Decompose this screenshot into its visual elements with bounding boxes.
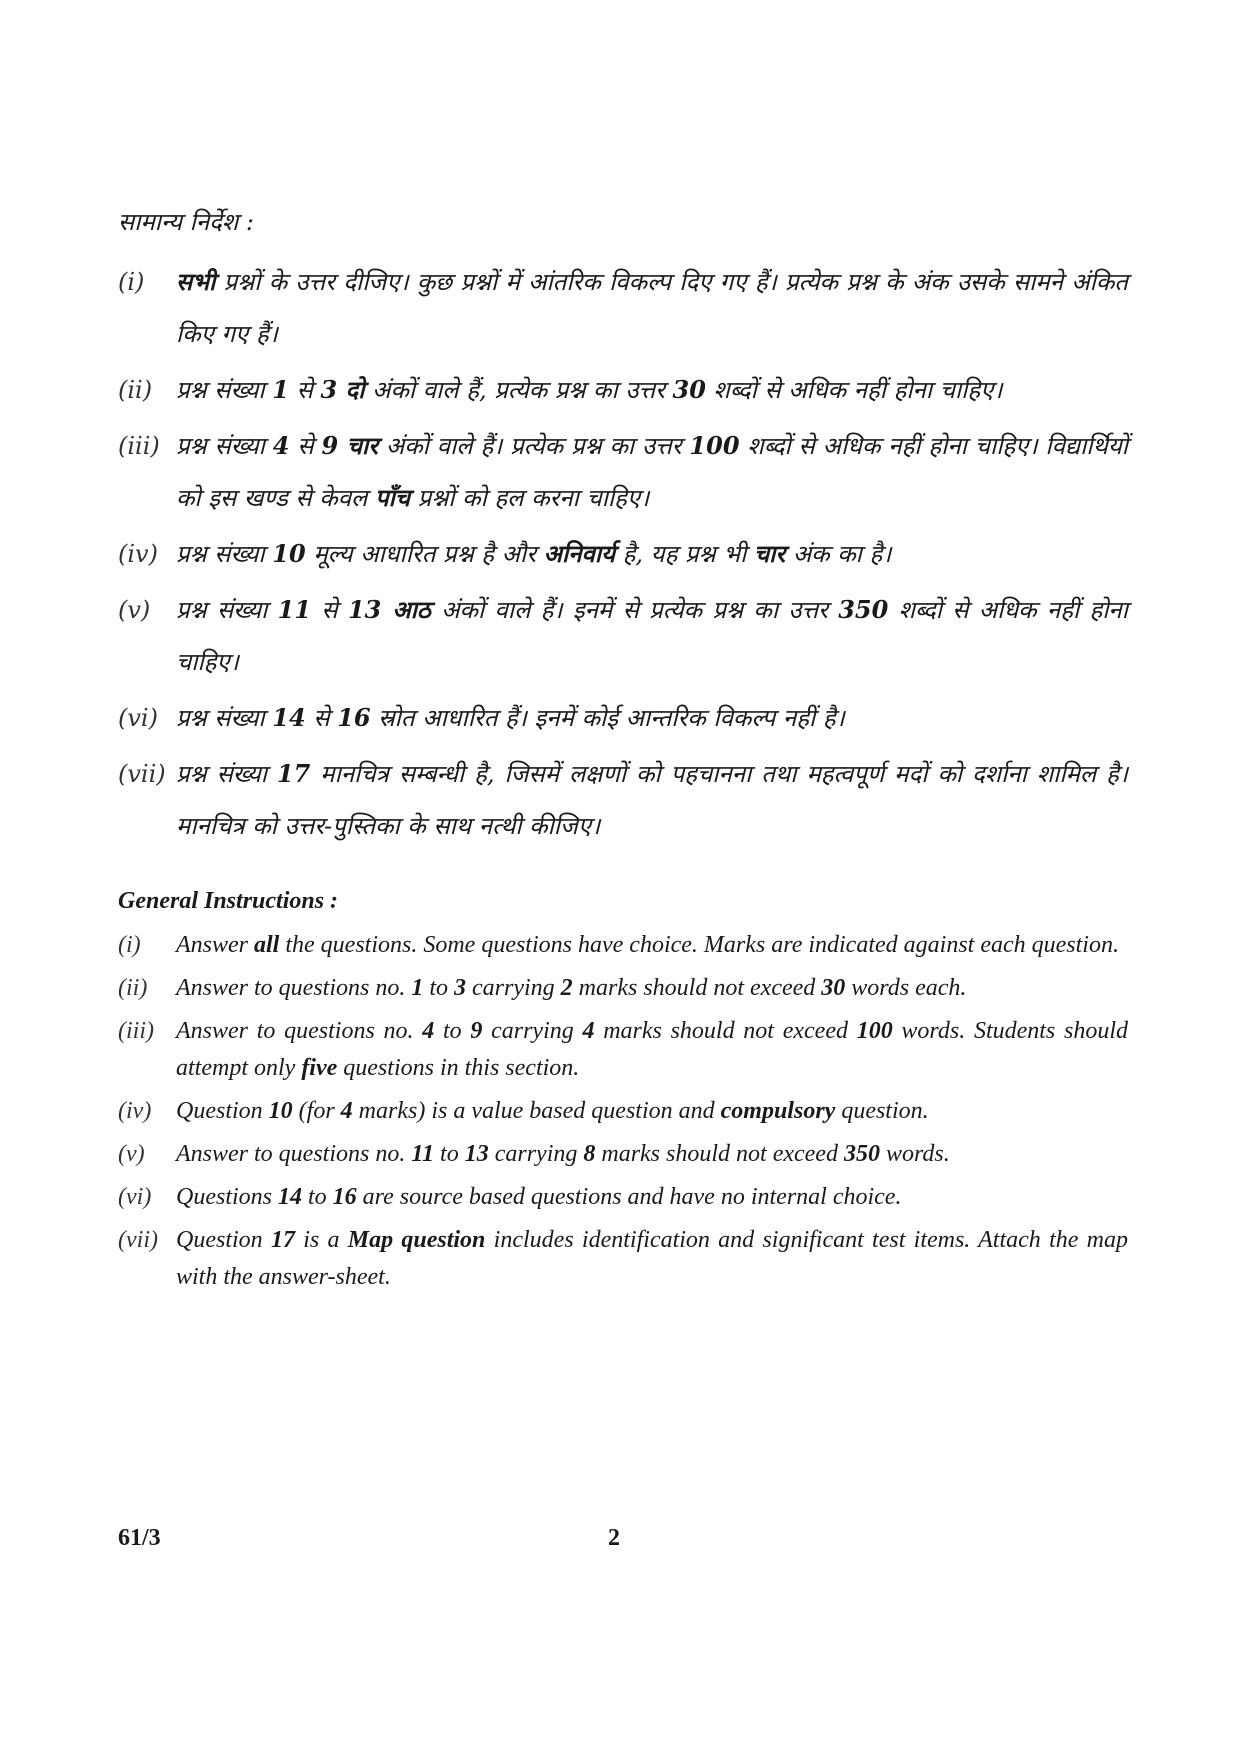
- text-run: to: [434, 1141, 465, 1167]
- instruction-item: [118, 748, 1128, 852]
- hindi-instructions-heading: सामान्य निर्देश :: [118, 208, 254, 236]
- general-instructions-list: [118, 927, 1128, 1296]
- text-run: Answer to questions no.: [176, 1141, 412, 1167]
- instruction-text: [176, 420, 1128, 524]
- instruction-number: (iv): [118, 1098, 152, 1124]
- emphasis-text: 17: [270, 1227, 295, 1253]
- instruction-text: [176, 584, 1128, 688]
- instruction-text: [176, 1179, 1128, 1216]
- text-run: marks) is a value based question and: [352, 1098, 721, 1124]
- emphasis-text: 14: [278, 1184, 302, 1210]
- emphasis-text: 4: [272, 431, 290, 460]
- emphasis-text: 1: [411, 975, 424, 1001]
- emphasis-text: 13 आठ: [347, 595, 431, 624]
- text-run: अंकों वाले हैं। इनमें से प्रत्येक प्रश्न का उत्तर: [430, 596, 839, 624]
- text-run: are source based questions and have no internal choice.: [356, 1184, 902, 1210]
- emphasis-text: 3: [454, 975, 467, 1001]
- emphasis-text: 100: [689, 431, 740, 460]
- text-run: words. Students should attempt only: [176, 1018, 1129, 1081]
- instruction-item: [118, 1222, 1128, 1296]
- emphasis-text: compulsory: [720, 1098, 836, 1124]
- text-run: मानचित्र सम्बन्धी है, जिसमें लक्षणों को पहचानना तथा महत्वपूर्ण मदों को दर्शाना शामिल है। मानचित्र को उत्तर-पुस्तिका के साथ नत्थी कीजिए।: [176, 760, 1128, 840]
- text-run: is a: [294, 1227, 348, 1253]
- text-run: अंक का है।: [785, 540, 892, 568]
- text-run: question.: [835, 1098, 929, 1124]
- instruction-number: (vii): [118, 1227, 158, 1253]
- text-run: अंकों वाले हैं। प्रत्येक प्रश्न का उत्तर: [378, 432, 690, 460]
- page-number: 2: [608, 1525, 620, 1551]
- emphasis-text: अनिवार्य: [543, 539, 616, 568]
- text-run: शब्दों से अधिक नहीं होना चाहिए। विद्यार्थियों को इस खण्ड से केवल: [176, 432, 1128, 512]
- text-run: से: [289, 432, 322, 460]
- emphasis-text: 16: [337, 703, 371, 732]
- instruction-number: (ii): [118, 975, 148, 1001]
- instruction-item: [118, 256, 1128, 360]
- text-run: to: [423, 975, 455, 1001]
- instruction-item: [118, 1179, 1128, 1216]
- text-run: अंकों वाले हैं, प्रत्येक प्रश्न का उत्तर: [364, 376, 673, 404]
- emphasis-text: 11: [411, 1141, 435, 1167]
- text-run: शब्दों से अधिक नहीं होना चाहिए।: [705, 376, 1003, 404]
- instruction-item: [118, 1093, 1128, 1130]
- instruction-text: [176, 692, 1128, 744]
- emphasis-text: Map question: [347, 1227, 486, 1253]
- instruction-item: [118, 927, 1128, 964]
- emphasis-text: चार: [753, 539, 786, 568]
- emphasis-text: 350: [838, 595, 889, 624]
- text-run: carrying: [466, 975, 561, 1001]
- paper-code: 61/3: [118, 1525, 161, 1551]
- instruction-item: [118, 1136, 1128, 1173]
- instruction-number: (i): [118, 932, 141, 958]
- emphasis-text: 10: [272, 539, 306, 568]
- emphasis-text: 4: [582, 1018, 595, 1044]
- text-run: carrying: [482, 1018, 583, 1044]
- instruction-number: (vi): [118, 704, 158, 732]
- emphasis-text: 4: [422, 1018, 435, 1044]
- text-run: प्रश्नों को हल करना चाहिए।: [410, 484, 650, 512]
- text-run: से: [311, 596, 348, 624]
- emphasis-text: 350: [843, 1141, 880, 1167]
- text-run: से: [305, 704, 338, 732]
- hindi-instructions-list: [118, 256, 1128, 852]
- text-run: है, यह प्रश्न भी: [615, 540, 754, 568]
- emphasis-text: 4: [340, 1098, 353, 1124]
- instruction-text: [176, 970, 1128, 1007]
- text-run: marks should not exceed: [594, 1018, 857, 1044]
- instruction-item: [118, 420, 1128, 524]
- text-run: to: [434, 1018, 471, 1044]
- emphasis-text: 30: [672, 375, 706, 404]
- emphasis-text: 10: [268, 1098, 293, 1124]
- emphasis-text: 30: [821, 975, 846, 1001]
- text-run: Answer to questions no.: [176, 975, 412, 1001]
- instruction-number: (vi): [118, 1184, 152, 1210]
- emphasis-text: 100: [856, 1018, 893, 1044]
- text-run: प्रश्न संख्या: [176, 540, 273, 568]
- text-run: Answer to questions no.: [176, 1018, 423, 1044]
- instruction-item: [118, 364, 1128, 416]
- instruction-text: [176, 927, 1128, 964]
- text-run: प्रश्न संख्या: [176, 596, 278, 624]
- instruction-text: [176, 364, 1128, 416]
- text-run: to: [302, 1184, 333, 1210]
- instruction-text: [176, 1222, 1128, 1296]
- emphasis-text: all: [254, 932, 280, 958]
- instruction-number: (vii): [118, 760, 166, 788]
- instruction-text: [176, 1136, 1128, 1173]
- emphasis-text: 11: [277, 595, 312, 624]
- instruction-number: (v): [118, 1141, 145, 1167]
- text-run: प्रश्न संख्या: [176, 760, 277, 788]
- instruction-number: (iv): [118, 540, 158, 568]
- instruction-text: [176, 256, 1128, 360]
- emphasis-text: पाँच: [374, 483, 411, 512]
- instruction-number: (iii): [118, 1018, 154, 1044]
- text-run: marks should not exceed: [572, 975, 822, 1001]
- text-run: से: [289, 376, 321, 404]
- emphasis-text: 8: [583, 1141, 596, 1167]
- text-run: Answer: [176, 932, 254, 958]
- text-run: words.: [879, 1141, 950, 1167]
- text-run: प्रश्नों के उत्तर दीजिए। कुछ प्रश्नों में आंतरिक विकल्प दिए गए हैं। प्रत्येक प्रश्न के अंक उसके सामने अंकित किए गए हैं।: [176, 268, 1128, 348]
- text-run: includes identification and significant test items. Attach the map with the answer-sheet.: [176, 1227, 1128, 1290]
- general-instructions: [118, 888, 1128, 1302]
- emphasis-text: 9: [470, 1018, 483, 1044]
- emphasis-text: 1: [272, 375, 289, 404]
- instruction-item: [118, 692, 1128, 744]
- text-run: प्रश्न संख्या: [176, 704, 273, 732]
- text-run: marks should not exceed: [595, 1141, 844, 1167]
- emphasis-text: 14: [272, 703, 306, 732]
- emphasis-text: 13: [464, 1141, 489, 1167]
- emphasis-text: 17: [276, 759, 311, 788]
- text-run: शब्दों से अधिक नहीं होना चाहिए।: [176, 596, 1128, 676]
- text-run: प्रश्न संख्या: [176, 432, 273, 460]
- instruction-number: (ii): [118, 376, 153, 404]
- text-run: questions in this section.: [337, 1055, 580, 1081]
- emphasis-text: five: [301, 1055, 338, 1081]
- text-run: मूल्य आधारित प्रश्न है और: [305, 540, 544, 568]
- text-run: Question: [176, 1098, 269, 1124]
- instruction-text: [176, 748, 1128, 852]
- text-run: प्रश्न संख्या: [176, 376, 273, 404]
- instruction-number: (v): [118, 596, 151, 624]
- emphasis-text: 9 चार: [321, 431, 379, 460]
- instruction-text: [176, 1093, 1128, 1130]
- text-run: the questions. Some questions have choice. Marks are indicated against each question.: [279, 932, 1119, 958]
- emphasis-text: 2: [560, 975, 573, 1001]
- hindi-instructions: [118, 205, 1128, 856]
- emphasis-text: 16: [332, 1184, 357, 1210]
- emphasis-text: 3 दो: [320, 375, 365, 404]
- emphasis-text: सभी: [176, 267, 216, 296]
- text-run: words each.: [845, 975, 967, 1001]
- instruction-item: [118, 970, 1128, 1007]
- instruction-item: [118, 528, 1128, 580]
- text-run: Question: [176, 1227, 271, 1253]
- text-run: Questions: [176, 1184, 278, 1210]
- instruction-text: [176, 1013, 1128, 1087]
- general-instructions-heading: General Instructions :: [118, 888, 339, 914]
- instruction-item: [118, 1013, 1128, 1087]
- instruction-number: (iii): [118, 432, 160, 460]
- instruction-text: [176, 528, 1128, 580]
- instruction-number: (i): [118, 268, 145, 296]
- text-run: (for: [292, 1098, 341, 1124]
- text-run: स्रोत आधारित हैं। इनमें कोई आन्तरिक विकल्प नहीं है।: [370, 704, 845, 732]
- instruction-item: [118, 584, 1128, 688]
- text-run: carrying: [488, 1141, 584, 1167]
